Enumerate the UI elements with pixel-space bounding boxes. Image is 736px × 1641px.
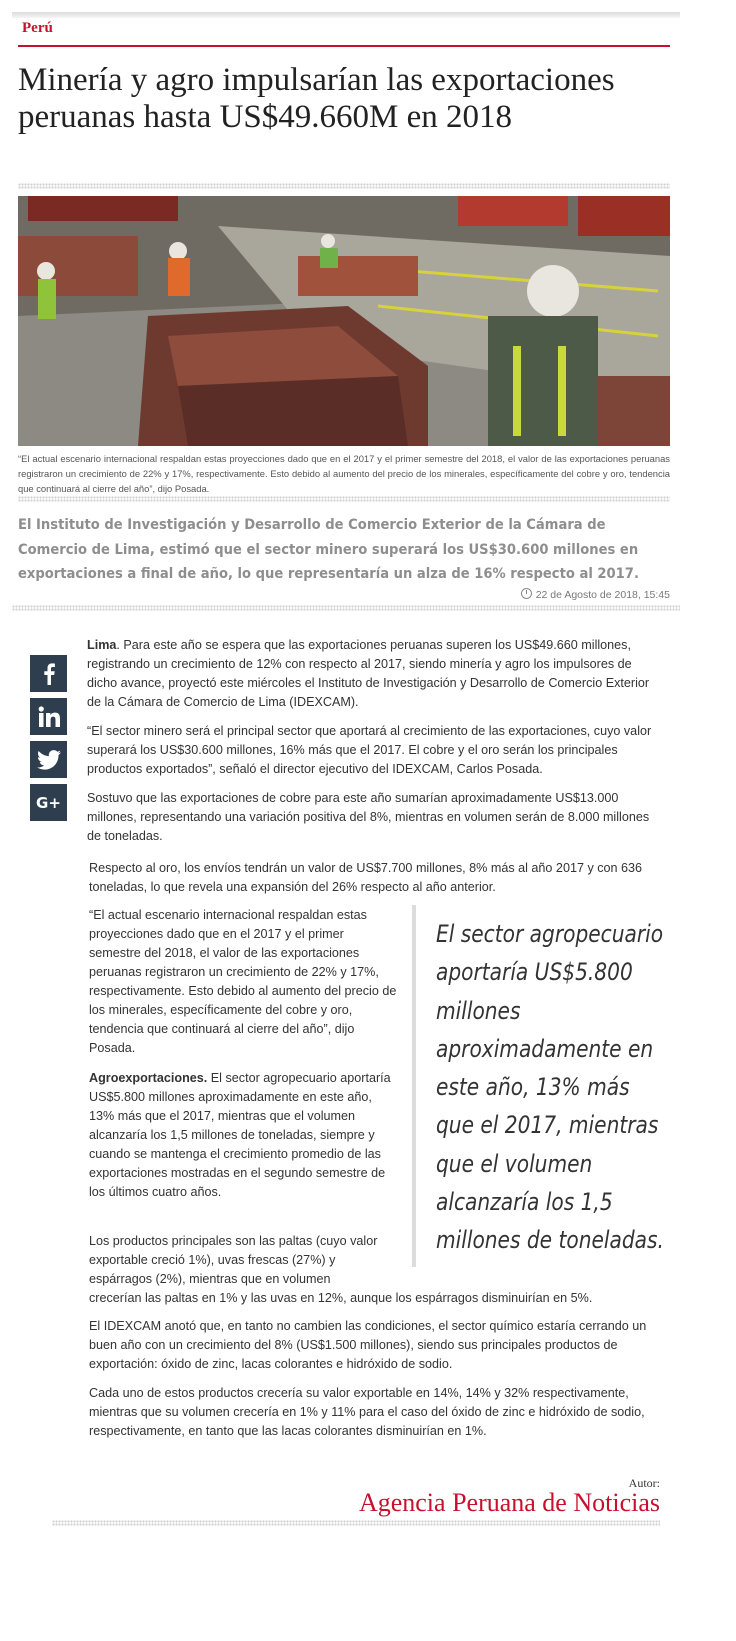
paragraph-6 (89, 1069, 397, 1202)
author-name[interactable]: Agencia Peruana de Noticias (358, 1488, 660, 1517)
dotted-divider (18, 183, 670, 189)
paragraph-7-continued: crecerían las paltas en 1% y las uvas en 12%, aunque los espárragos disminuirían en 5%. (89, 1291, 593, 1305)
google-plus-icon: G+ (36, 793, 61, 812)
publish-date (521, 587, 670, 601)
linkedin-share-button[interactable] (30, 698, 67, 735)
section-label[interactable]: Perú (22, 20, 53, 36)
twitter-icon (37, 750, 61, 770)
subhead-agroexportaciones: Agroexportaciones. (89, 1071, 208, 1085)
publish-date-text: 22 de Agosto de 2018, 15:45 (535, 589, 670, 601)
photo-caption: “El actual escenario internacional respaldan estas proyecciones dado que en el 2017 y el primer semestre del 2018, el valor de las exportaciones peruanas registraron un crecimiento de 22% y 17%, respectivamente. Esto debido al aumento del precio de los minerales, específicamente del cobre y oro, tendencia que continuará al cierre del año”, dijo Posada. (18, 453, 670, 494)
pull-quote (412, 905, 664, 1267)
paragraph-2: “El sector minero será el principal sector que aportará al crecimiento de las exportaciones, cuyo valor superará los US$30.600 millones, 16% más que el 2017. El cobre y el oro serán los principales productos exportados”, señaló el director ejecutivo del IDEXCAM, Carlos Posada. (87, 724, 652, 776)
paragraph-8: El IDEXCAM anotó que, en tanto no cambien las condiciones, el sector químico estaría cerrando un buen año con un crecimiento del 8% (US$1.500 millones), siendo sus principales productos de exportación: óxido de zinc, lacas colorantes e hidróxido de sodio. (89, 1319, 647, 1371)
paragraph-1 (87, 636, 665, 712)
dotted-divider (52, 1520, 660, 1526)
article-lead: El Instituto de Investigación y Desarrollo de Comercio Exterior de la Cámara de Comercio de Lima, estimó que el sector minero superará los US$30.600 millones en exportaciones a final de año, lo que representaría un alza de 16% respecto al 2017. (18, 516, 639, 582)
mining-port-photo (18, 196, 670, 446)
paragraph-9: Cada uno de estos productos crecería su valor exportable en 14%, 14% y 32% respectivamente, mientras que su volumen crecería en 1% y 11% para el caso del óxido de zinc e hidróxido de sodio, respectivamente, en tanto que las lacas colorantes disminuirían en 1%. (89, 1386, 645, 1438)
facebook-share-button[interactable] (30, 655, 67, 692)
headline: Minería y agro impulsarían las exportaciones peruanas hasta US$49.660M en 2018 (18, 62, 615, 135)
dotted-divider (18, 496, 670, 502)
linkedin-icon (38, 706, 60, 728)
paragraph-3: Sostuvo que las exportaciones de cobre para este año sumarían aproximadamente US$13.000 millones, representando una variación positiva del 8%, mientras en volumen serán de 8.000 millones de toneladas. (87, 791, 650, 843)
paragraph-1-text: . Para este año se espera que las exportaciones peruanas superen los US$49.660 millones, registrando un crecimiento de 12% con respecto al 2017, siendo minería y agro los impulsores de dicho avance, proyectó este miércoles el Instituto de Investigación y Desarrollo de Comercio Exterior de la Cámara de Comercio de Lima (IDEXCAM). (87, 638, 650, 709)
dotted-divider (12, 605, 680, 611)
paragraph-4: Respecto al oro, los envíos tendrán un valor de US$7.700 millones, 8% más al año 2017 y con 636 toneladas, lo que revela una expansión del 26% respecto al año anterior. (89, 861, 643, 894)
paragraph-5: “El actual escenario internacional respaldan estas proyecciones dado que en el 2017 y el primer semestre del 2018, el valor de las exportaciones peruanas registraron un crecimiento de 22% y 17%, respectivamente. Esto debido al aumento del precio de los minerales, específicamente del cobre y oro, tendencia que continuará al cierre del año”, dijo Posada. (89, 908, 397, 1055)
pull-quote-text: El sector agropecuario aportaría US$5.800 millones aproximadamente en este año, 13% más que el 2017, mientras que el volumen alcanzaría los 1,5 millones de toneladas. (436, 920, 664, 1255)
paragraph-6-text: El sector agropecuario aportaría US$5.800 millones aproximadamente en este año, 13% más que el 2017, mientras que el volumen alcanzaría los 1,5 millones de toneladas, siempre y cuando se mantenga el crecimiento promedio de las exportaciones mostradas en el segundo semestre de los últimos cuatro años. (89, 1071, 391, 1199)
dateline: Lima (87, 638, 117, 652)
google-plus-share-button[interactable] (30, 784, 67, 821)
paragraph-7: Los productos principales son las paltas (cuyo valor exportable creció 1%), uvas frescas (27%) y espárragos (2%), mientras que en volumen (89, 1234, 378, 1286)
author-label: Autor: (628, 1476, 660, 1490)
twitter-share-button[interactable] (30, 741, 67, 778)
top-bar (12, 12, 680, 18)
facebook-icon (40, 663, 58, 685)
clock-icon (521, 588, 532, 599)
section-divider (18, 45, 670, 47)
article-photo (18, 196, 670, 446)
